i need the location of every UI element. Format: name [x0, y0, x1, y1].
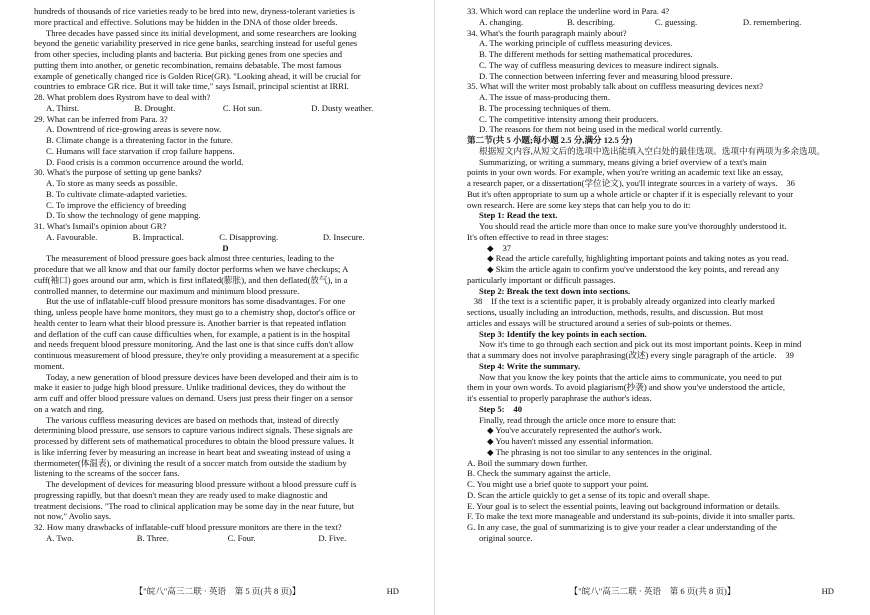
- question-line: points in your own words. For example, when you're writing an academic text like an essay,: [467, 167, 784, 178]
- question-line: A. The working principle of cuffless measuring devices.: [479, 38, 673, 49]
- passage-d-line: arm cuff and offer blood pressure values on demand. Users just press their finger on a sensor: [34, 393, 353, 403]
- passage-line: C. To improve the efficiency of breeding: [46, 199, 187, 210]
- summary-steps-4: [467, 361, 848, 404]
- question-line: B. The processing techniques of them.: [479, 102, 611, 113]
- passage-line: countries to embrace GR rice. But it will take time," says Ismail, principal scientist at IRRI.: [34, 81, 349, 92]
- option-choice: B. Three.: [136, 532, 169, 543]
- passage-d-line: progressing rapidly, but that doesn't mean they are ready used to make diagnostic and: [34, 489, 328, 500]
- options-a-g: [467, 415, 848, 544]
- summary-line: B. Check the summary against the article.: [467, 468, 611, 479]
- blank-38[interactable]: 38: [467, 296, 489, 307]
- passage-line: 28. What problem does Rystrom have to deal with?: [34, 92, 211, 102]
- passage-line: example of genetically changed rice is Golden Rice(GR). "Looking ahead, it will be crucial for: [34, 70, 361, 81]
- passage-d-line: The measurement of blood pressure goes back almost three centuries, leading to the: [46, 253, 335, 264]
- blank-36[interactable]: 36: [780, 178, 802, 189]
- summary-line: ◆ The phrasing is not too similar to any sentences in the original.: [487, 446, 712, 457]
- passage-line: D. Food crisis is a common occurrence around the world.: [46, 156, 244, 167]
- question-line: 34. What's the fourth paragraph mainly about?: [467, 27, 627, 38]
- summary-steps-1: [467, 189, 848, 243]
- passage-d-line: The development of devices for measuring blood pressure without a blood pressure cuff is: [46, 479, 357, 489]
- passage-d-line: But the use of inflatable-cuff blood pressure monitors has some disadvantages. For one: [46, 296, 346, 307]
- passage-d-line: and deflation of the cuff can cause difficulties when, for example, a patient is in the hospital: [34, 328, 351, 339]
- blank-39[interactable]: 39: [779, 350, 801, 361]
- passage-d-line: Today, a new generation of blood pressure devices have been developed and their aim is to: [46, 371, 358, 382]
- blank-37[interactable]: 37: [496, 243, 518, 254]
- summary-line: D. Scan the article quickly to get a sense of its topic and overall shape.: [467, 489, 710, 500]
- summary-line: particularly important or difficult passages.: [467, 274, 616, 285]
- passage-d-line: controlled manner, to determine our maximum and minimum blood pressure.: [34, 285, 300, 296]
- summary-line: Now it's time to go through each section and pick out its most important points. Keep in mind: [479, 339, 802, 350]
- passage-line: 30. What's the purpose of setting up gene banks?: [34, 167, 202, 178]
- step5-line: Step 5: 40: [467, 404, 848, 415]
- summary-line: Now that you know the key points that the article aims to communicate, you need to put: [479, 371, 782, 382]
- passage-line: hundreds of thousands of rice varieties ready to be bred into new, dryness-tolerant varieties is: [34, 6, 355, 16]
- passage-d-line: moment.: [34, 360, 65, 371]
- summary-line: ◆ Read the article carefully, highlighting important points and taking notes as you read.: [487, 253, 789, 264]
- passage-line: more practical and effective. Solutions may be hidden in the DNA of those older breeds.: [34, 16, 338, 27]
- summary-line: It's often effective to read in three stages:: [467, 231, 609, 242]
- passage-d-line: on a watch and ring.: [34, 403, 104, 414]
- option-choice: D. Insecure.: [322, 231, 365, 242]
- passage-d-line: treatment decisions. "The road to clinical application may be some day in the near future, but: [34, 500, 355, 511]
- option-choice: B. describing.: [566, 16, 615, 27]
- passage-d-line: make it easier to judge high blood pressure. Unlike traditional devices, they do without the: [34, 382, 346, 393]
- question-line: B. The different methods for setting mathematical procedures.: [479, 49, 693, 59]
- summary-line: it's essential to properly paraphrase the author's ideas.: [467, 393, 652, 403]
- passage-line: C. Humans will face starvation if crop failure happens.: [46, 145, 235, 156]
- question-line: A. The issue of mass-producing them.: [479, 92, 610, 102]
- summary-line: ◆ You've accurately represented the author's work.: [487, 425, 662, 436]
- summary-line: F. To make the text more manageable and understand its sub-points, divide it into smaller parts.: [467, 511, 795, 522]
- summary-line: articles and essays will be structured around a series of sub-points or themes.: [467, 317, 732, 328]
- passage-line: from other species, including plants and bacteria. But picking genes from one species and: [34, 49, 343, 59]
- summary-line: Step 1: Read the text.: [479, 210, 558, 221]
- option-choice: C. guessing.: [654, 16, 698, 27]
- summary-line: original source.: [479, 532, 533, 543]
- passage-d-line: thermometer(体温表), or divining the result of a soccer match from outside the stadium by: [34, 457, 347, 468]
- summary-line: Finally, read through the article once more to ensure that:: [479, 414, 677, 425]
- option-choice: D. Five.: [318, 532, 347, 543]
- summary-line: C. You might use a brief quote to support your point.: [467, 479, 649, 489]
- passage-d-line: 32. How many drawbacks of inflatable-cuff blood pressure monitors are there in the text?: [34, 522, 342, 532]
- option-choice: C. Four.: [227, 532, 256, 543]
- option-choice: C. Disapproving.: [219, 231, 279, 242]
- passage-d-line: and needs frequent blood pressure monitoring. And the last one is that since cuffs don't allow: [34, 339, 354, 350]
- blank36-line: a research paper, or a dissertation(学位论文), you'll integrate sources in a variety of ways. 36: [467, 178, 848, 189]
- passage-line: Three decades have passed since its initial development, and some researchers are looking: [46, 27, 357, 38]
- question-line: 第二节(共 5 小题;每小题 2.5 分,满分 12.5 分): [467, 135, 633, 145]
- passage-d-line: not now," Avolio says.: [34, 511, 112, 522]
- option-choice: C. Hot sun.: [222, 102, 262, 113]
- blank38-line: 38 If the text is a scientific paper, it is probably already organized into clearly marked: [467, 296, 848, 307]
- option-choice: A. Two.: [46, 532, 74, 543]
- blank37-line: ◆ 37: [467, 243, 848, 254]
- left-passage-c-tail: [34, 6, 417, 232]
- passage-d-line: The various cuffless measuring devices are based on methods that, instead of directly: [46, 414, 340, 425]
- q32-options: [34, 533, 417, 544]
- section-d-heading: D: [222, 242, 229, 253]
- passage-d: [34, 253, 417, 533]
- question-line: C. The competitive intensity among their producers.: [479, 113, 659, 124]
- left-footer-text: 【"皖八"高三二联 · 英语 第 5 页(共 8 页)】: [134, 586, 301, 596]
- passage-d-line: processed by different sets of mathematical procedures to obtain the blood pressure values. It: [34, 436, 355, 446]
- summary-line: ◆ Skim the article again to confirm you've understood the key points, and reread any: [487, 264, 780, 274]
- right-page: [435, 0, 870, 615]
- passage-line: A. Downtrend of rice-growing areas is severe now.: [46, 124, 222, 135]
- passage-line: A. To store as many seeds as possible.: [46, 178, 178, 188]
- summary-line: Step 4: Write the summary.: [479, 360, 581, 371]
- question-line: D. The reasons for them not being used in the medical world currently.: [479, 124, 723, 135]
- passage-d-line: is like inferring fever by measuring an increase in heart beat and sweating instead of using a: [34, 446, 351, 457]
- summary-line: Step 2: Break the text down into sections.: [479, 285, 631, 296]
- passage-d-line: thing, unless people have home monitors, they must go to a chemistry shop, doctor's office or: [34, 307, 356, 317]
- passage-d-line: procedure that we all know and that our family doctor performs when we have checkups; A: [34, 264, 349, 274]
- q33-stem: [467, 6, 848, 17]
- summary-line: sections, usually including an introduction, methods, results, and discussion. But most: [467, 307, 764, 317]
- option-choice: A. Thirst.: [46, 102, 80, 113]
- passage-line: B. To cultivate climate-adapted varieties.: [46, 188, 187, 199]
- passage-line: B. Climate change is a threatening factor in the future.: [46, 135, 233, 145]
- question-line: 根据短文内容,从短文后的选项中选出能填入空白处的最佳选项。选项中有两项为多余选项。: [479, 145, 825, 156]
- blank39-line: that a summary does not involve paraphrasing(改述) every single paragraph of the article. 39: [467, 350, 848, 361]
- right-footer-text: 【"皖八"高三二联 · 英语 第 6 页(共 8 页)】: [569, 586, 736, 596]
- q28-options: [34, 103, 417, 114]
- blank-40[interactable]: 40: [507, 404, 529, 415]
- left-footer-code: HD: [386, 586, 399, 596]
- summary-line: own research. Here are some key steps that can help you to do it:: [467, 199, 691, 210]
- q33-options: [467, 17, 848, 28]
- question-line: 35. What will the writer most probably talk about on cuffless measuring devices next?: [467, 81, 764, 92]
- summary-line: You should read the article more than once to make sure you've thoroughly understood it.: [479, 221, 787, 231]
- question-line: 33. Which word can replace the underline word in Para. 4?: [467, 6, 670, 16]
- passage-line: D. To show the technology of gene mapping.: [46, 210, 201, 221]
- option-choice: B. Impractical.: [132, 231, 184, 242]
- passage-line: beyond the genetic variability preserved in rice gene banks, searching instead for useful genes: [34, 38, 358, 49]
- question-line: Summarizing, or writing a summary, means giving a brief overview of a text's main: [479, 156, 767, 167]
- summary-line: But it's often appropriate to sum up a whole article or chapter if it is especially relevant to your: [467, 188, 794, 199]
- question-line: C. The way of cuffless measuring devices to measure indirect signals.: [479, 59, 719, 70]
- passage-d-line: cuff(袖口) goes around our arm, which is first inflated(膨胀), and then deflated(放气), in a: [34, 274, 348, 285]
- summary-line: ◆ You haven't missed any essential information.: [487, 436, 654, 446]
- summary-steps-2: [467, 253, 848, 296]
- option-choice: D. remembering.: [742, 16, 802, 27]
- option-choice: A. Favourable.: [46, 231, 98, 242]
- q34-q35-and-section2: [467, 28, 848, 179]
- passage-d-line: health center to learn what their blood pressure is. Another barrier is that repeated inflation: [34, 317, 346, 328]
- passage-line: 29. What can be inferred from Para. 3?: [34, 113, 168, 124]
- passage-line: putting them into another, or genetic recombination, remains debatable. The most famous: [34, 59, 342, 70]
- summary-line: A. Boil the summary down further.: [467, 457, 588, 468]
- passage-d-line: determining blood pressure, use sensors to capture various indirect signals. These signals are: [34, 425, 353, 436]
- summary-line: them in your own words. To avoid plagiarism(抄袭) and show you've understood the article,: [467, 382, 785, 393]
- option-choice: D. Dusty weather.: [311, 102, 374, 113]
- passage-d-line: listening to the screams of the soccer fans.: [34, 468, 180, 479]
- passage-line: 31. What's Ismail's opinion about GR?: [34, 221, 167, 231]
- option-choice: A. changing.: [479, 16, 524, 27]
- q31-options: [34, 232, 417, 243]
- passage-d-line: continuous measurement of blood pressure, they're only providing a measurement at a specific: [34, 350, 359, 360]
- summary-line: G. In any case, the goal of summarizing is to give your reader a clear understanding of the: [467, 522, 777, 532]
- option-choice: B. Drought.: [134, 102, 176, 113]
- question-line: D. The connection between inferring fever and measuring blood pressure.: [479, 70, 733, 81]
- right-footer-code: HD: [821, 586, 834, 596]
- summary-line: Step 3: Identify the key points in each section.: [479, 328, 647, 339]
- summary-steps-3: [467, 307, 848, 350]
- summary-line: E. Your goal is to select the essential points, leaving out background information or details.: [467, 500, 781, 511]
